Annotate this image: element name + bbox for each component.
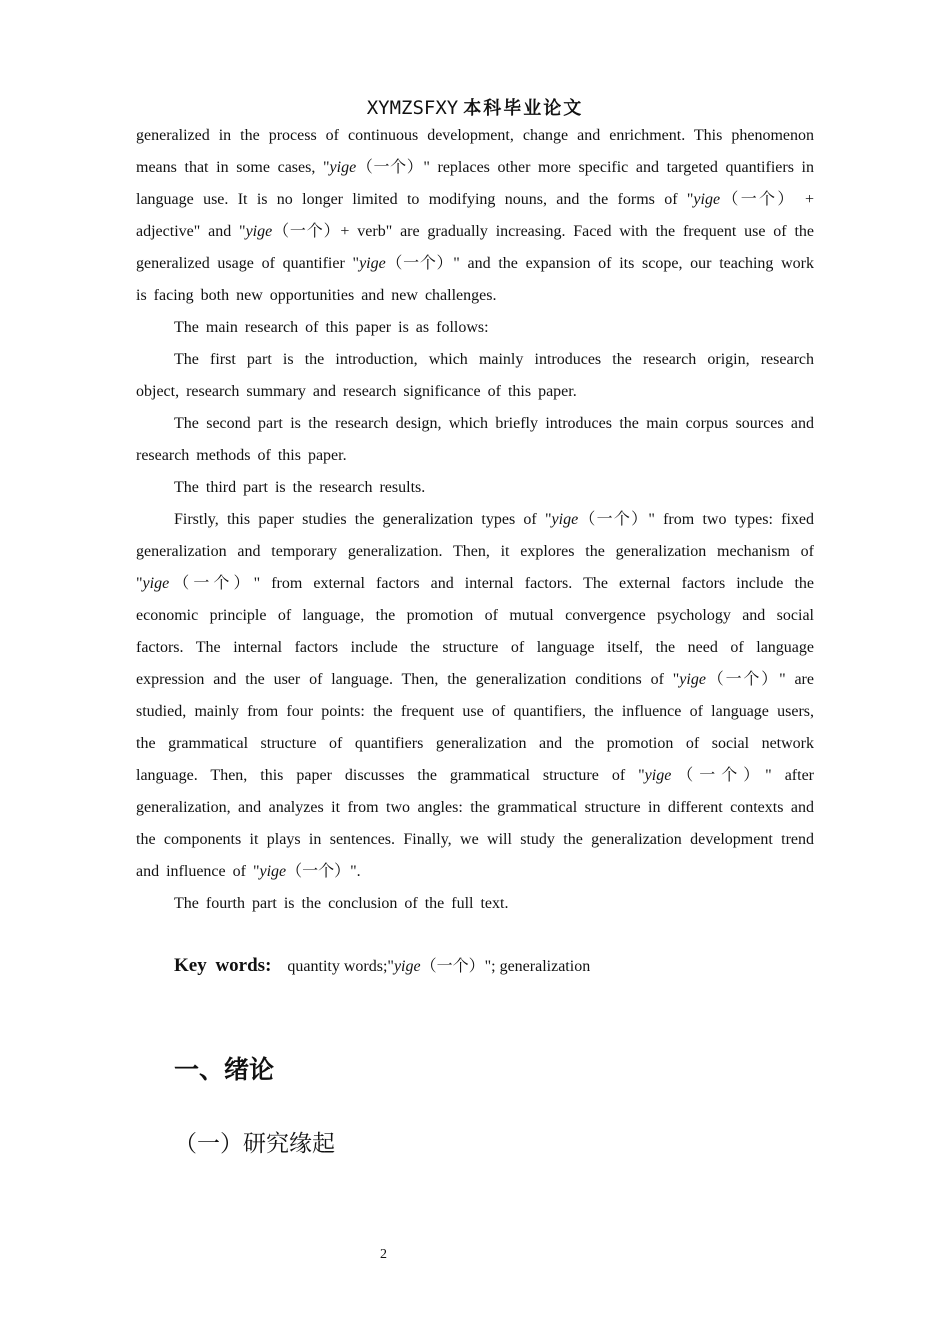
paragraph-results-detail: Firstly, this paper studies the generalization types of "yige（一个）" from two types: fixed generalization and temporary generalization. Then, it explores the generalization mechanism of "yige（一个）" from external factors and internal factors. The external factors include the economic principle of language, the promotion of mutual convergence psychology and social factors. The internal factors include the structure of language itself, the need of language expression and the user of language. Then, the generalization conditions of "yige（一个）" are studied, mainly from four points: the frequent use of quantifiers, the influence of language users, the grammatical structure of quantifiers generalization and the promotion of social network language. Then, this paper discusses the grammatical structure of "yige（一个）" after generalization, and analyzes it from two angles: the grammatical structure in different contexts and the components it plays in sentences. Finally, we will study the generalization development trend and influence of "yige（一个）".: [136, 511, 814, 880]
paragraph-first-part: The first part is the introduction, which mainly introduces the research origin, research object, research summary and research significance of this paper.: [136, 351, 814, 400]
header-title: 本科毕业论文: [463, 98, 584, 119]
chapter-heading: 一、绪论: [174, 1055, 275, 1084]
keywords-line: Key words: quantity words;"yige（一个）"; generalization: [174, 955, 591, 976]
paragraph-continuation: generalized in the process of continuous development, change and enrichment. This phenomenon means that in some cases, "yige（一个）" replaces other more specific and targeted quantifiers in language use. It is no longer limited to modifying nouns, and the forms of "yige（一个） + adjective" and "yige（一个）+ verb" are gradually increasing. Faced with the frequent use of the generalized usage of quantifier "yige（一个）" and the expansion of its scope, our teaching work is facing both new opportunities and new challenges.: [136, 127, 814, 304]
paragraph-main-research: The main research of this paper is as follows:: [174, 319, 489, 336]
page-number: 2: [380, 1247, 387, 1262]
paragraph-third-part: The third part is the research results.: [174, 479, 426, 496]
paragraph-second-part: The second part is the research design, which briefly introduces the main corpus sources and research methods of this paper.: [136, 415, 814, 464]
page-header: [0, 94, 950, 123]
document-body: [136, 120, 814, 920]
section-heading: （一）研究缘起: [174, 1131, 335, 1157]
paragraph-fourth-part: The fourth part is the conclusion of the full text.: [174, 895, 509, 912]
header-school-code: XYMZSFXY: [366, 97, 459, 119]
keywords-label: Key words:: [174, 955, 272, 976]
